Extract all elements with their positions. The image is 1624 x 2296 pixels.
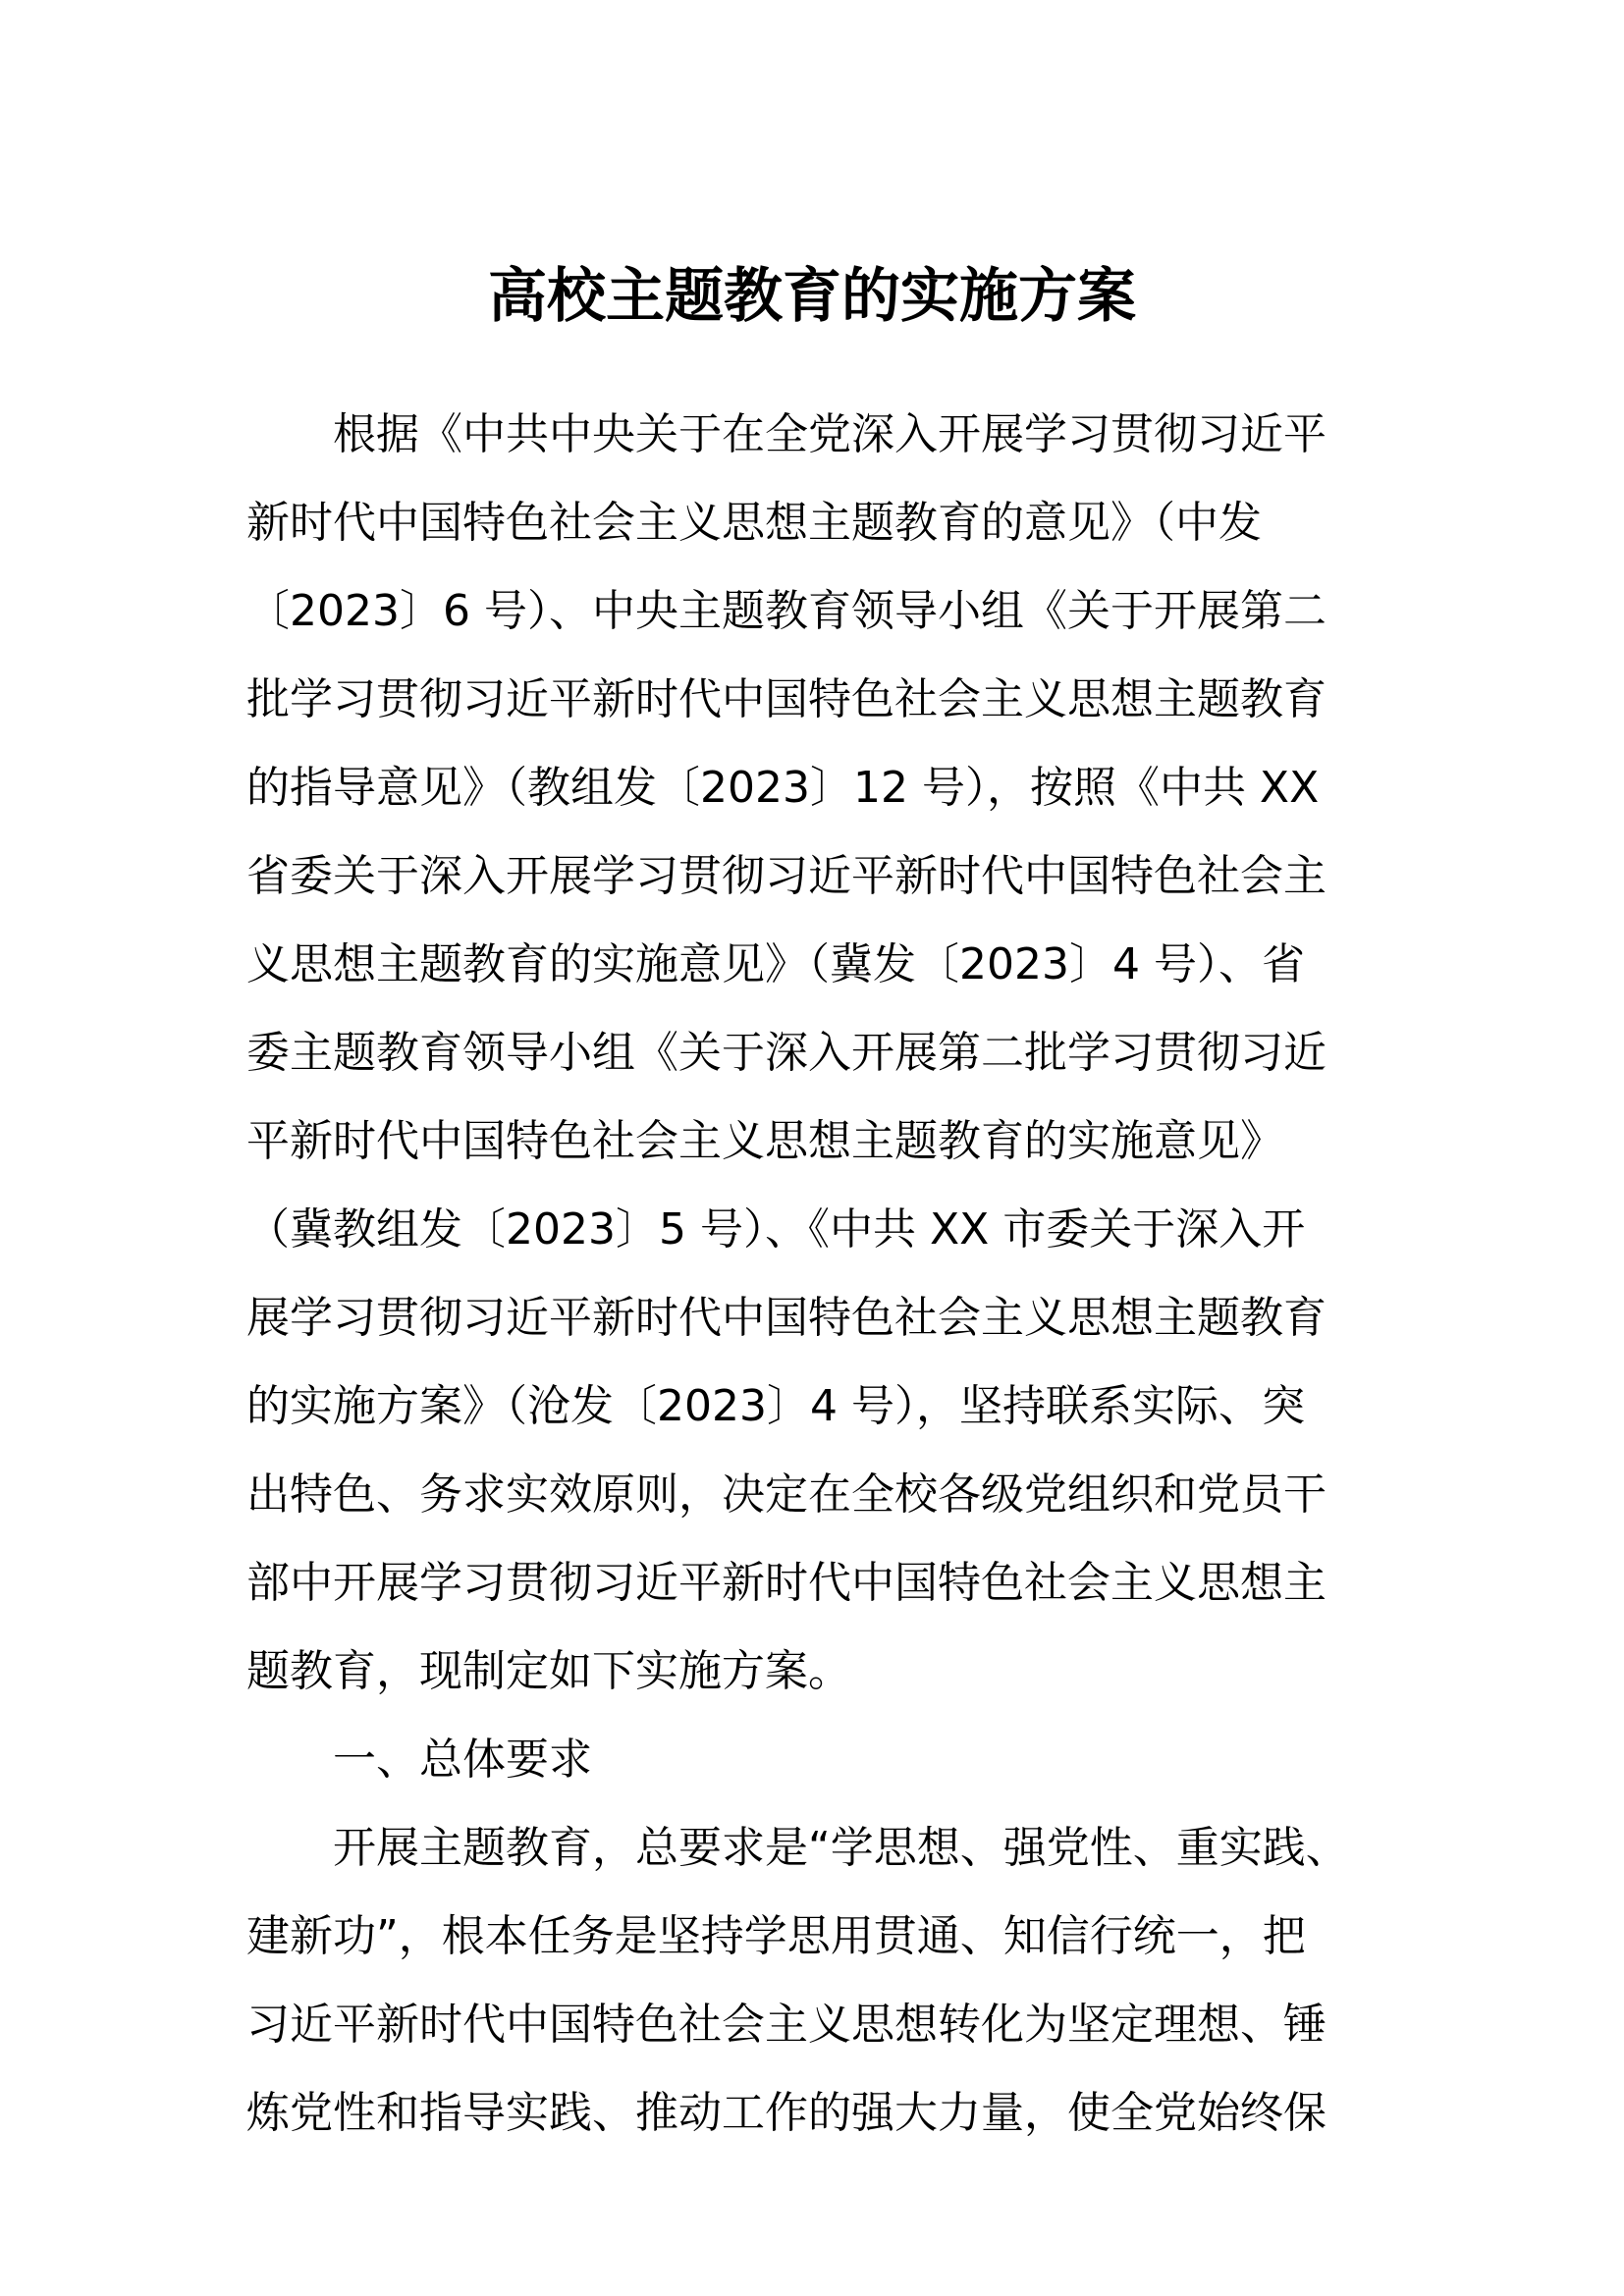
- body-line: 炼党性和指导实践、推动工作的强大力量，使全党始终保: [246, 2088, 1326, 2138]
- body-line: 义思想主题教育的实施意见》（冀发〔2023〕4 号）、省: [246, 939, 1305, 989]
- body-line: 部中开展学习贯彻习近平新时代中国特色社会主义思想主: [246, 1558, 1326, 1608]
- body-line: （冀教组发〔2023〕5 号）、《中共 XX 市委关于深入开: [246, 1204, 1306, 1255]
- body-line: 的指导意见》（教组发〔2023〕12 号），按照《中共 XX: [246, 763, 1320, 813]
- document-body: [246, 391, 1376, 2158]
- body-line: 展学习贯彻习近平新时代中国特色社会主义思想主题教育: [246, 1293, 1326, 1343]
- body-line: 根据《中共中央关于在全党深入开展学习贯彻习近平: [246, 409, 1326, 459]
- body-line: 的实施方案》（沧发〔2023〕4 号），坚持联系实际、突: [246, 1381, 1305, 1431]
- body-line: 题教育，现制定如下实施方案。: [246, 1646, 851, 1696]
- body-line: 建新功”，根本任务是坚持学思用贯通、知信行统一，把: [246, 1911, 1306, 1961]
- body-line: 习近平新时代中国特色社会主义思想转化为坚定理想、锤: [246, 2000, 1326, 2050]
- body-line: 批学习贯彻习近平新时代中国特色社会主义思想主题教育: [246, 674, 1326, 724]
- section-heading: 一、总体要求: [246, 1735, 592, 1785]
- body-line: 〔2023〕6 号）、中央主题教育领导小组《关于开展第二: [246, 586, 1326, 636]
- document-title: 高校主题教育的实施方案: [488, 262, 1136, 331]
- body-line: 平新时代中国特色社会主义思想主题教育的实施意见》: [246, 1116, 1283, 1166]
- body-line: 出特色、务求实效原则，决定在全校各级党组织和党员干: [246, 1469, 1326, 1520]
- body-line: 开展主题教育，总要求是“学思想、强党性、重实践、: [246, 1823, 1349, 1873]
- body-line: 省委关于深入开展学习贯彻习近平新时代中国特色社会主: [246, 851, 1326, 901]
- body-line: 委主题教育领导小组《关于深入开展第二批学习贯彻习近: [246, 1028, 1326, 1078]
- body-line: 新时代中国特色社会主义思想主题教育的意见》（中发: [246, 498, 1262, 548]
